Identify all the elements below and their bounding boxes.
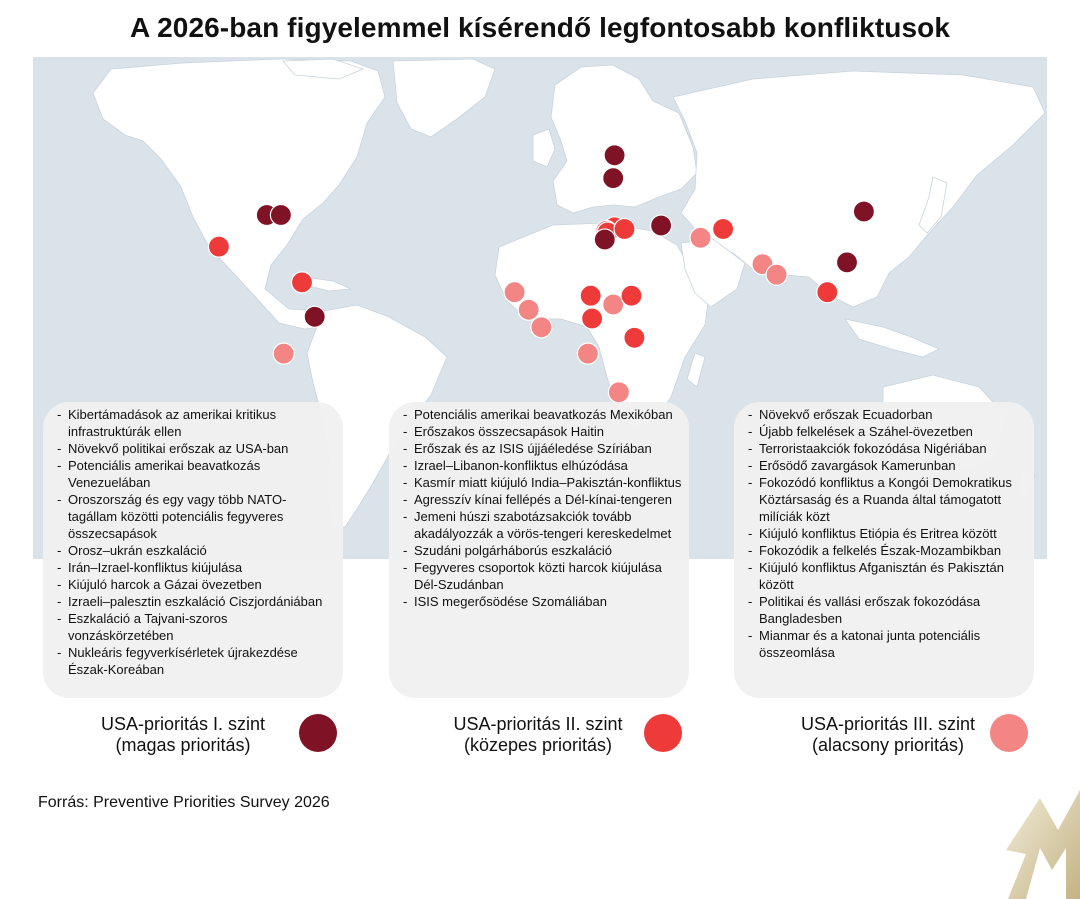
- conflict-list-item: - Eszkaláció a Tajvani-szoros vonzáskörzetében: [57, 610, 333, 644]
- conflict-list-item: - Kibertámadások az amerikai kritikus infrastruktúrák ellen: [57, 406, 333, 440]
- conflict-list-item: - Izraeli–palesztin eszkaláció Ciszjordániában: [57, 593, 333, 610]
- conflict-list-item: - ISIS megerősödése Szomáliában: [403, 593, 689, 610]
- conflict-list-item: - Szudáni polgárháborús eszkaláció: [403, 542, 689, 559]
- panel-tier-2: [389, 402, 689, 698]
- conflict-marker-tier-1: [853, 201, 874, 222]
- source-note: Forrás: Preventive Priorities Survey 2026: [38, 794, 330, 811]
- legend-dot-tier-2: [644, 714, 682, 752]
- legend-line1: USA-prioritás III. szint: [800, 714, 976, 734]
- legend-line1: USA-prioritás I. szint: [100, 714, 266, 734]
- panel-tier-3-list: [748, 406, 1034, 661]
- panel-tier-1: [43, 402, 343, 698]
- legend-line2: (közepes prioritás): [463, 735, 613, 755]
- conflict-list-item: - Erőszakos összecsapások Haitin: [403, 423, 689, 440]
- conflict-list-item: - Potenciális amerikai beavatkozás Mexikóban: [403, 406, 689, 423]
- legend-dot-tier-3: [990, 714, 1028, 752]
- conflict-list-item: - Agresszív kínai fellépés a Dél-kínai-tengeren: [403, 491, 689, 508]
- conflict-list-item: - Nukleáris fegyverkísérletek újrakezdése Észak-Koreában: [57, 644, 333, 678]
- legend-dot-tier-1: [299, 714, 337, 752]
- conflict-marker-tier-1: [594, 229, 615, 250]
- conflict-list-item: - Kiújuló konfliktus Etiópia és Eritrea között: [748, 525, 1034, 542]
- conflict-marker-tier-1: [837, 252, 858, 273]
- conflict-list-item: - Növekvő erőszak Ecuadorban: [748, 406, 1034, 423]
- legend-label-tier-1: [83, 714, 283, 756]
- conflict-marker-tier-2: [208, 236, 229, 257]
- conflict-marker-tier-2: [713, 219, 734, 240]
- conflict-marker-tier-1: [651, 215, 672, 236]
- conflict-list-item: - Jemeni húszi szabotázsakciók tovább akadályozzák a vörös-tengeri kereskedelmet: [403, 508, 689, 542]
- legend-label-tier-3: [788, 714, 988, 756]
- conflict-marker-tier-3: [531, 317, 552, 338]
- conflict-marker-tier-2: [624, 327, 645, 348]
- conflict-marker-tier-2: [817, 282, 838, 303]
- conflict-list-item: - Fegyveres csoportok közti harcok kiújulása Dél-Szudánban: [403, 559, 689, 593]
- conflict-marker-tier-3: [273, 343, 294, 364]
- legend-line2: (alacsony prioritás): [811, 735, 965, 755]
- conflict-list-item: - Orosz–ukrán eszkaláció: [57, 542, 333, 559]
- conflict-list-item: - Izrael–Libanon-konfliktus elhúzódása: [403, 457, 689, 474]
- panel-tier-2-list: [403, 406, 689, 610]
- conflict-marker-tier-1: [304, 306, 325, 327]
- conflict-list-item: - Újabb felkelések a Száhel-övezetben: [748, 423, 1034, 440]
- conflict-list-item: - Irán–Izrael-konfliktus kiújulása: [57, 559, 333, 576]
- conflict-list-item: - Politikai és vallási erőszak fokozódása Bangladesben: [748, 593, 1034, 627]
- conflict-marker-tier-3: [690, 227, 711, 248]
- legend-line1: USA-prioritás II. szint: [453, 714, 623, 734]
- conflict-list-item: - Oroszország és egy vagy több NATO-tagállam közötti potenciális fegyveres összecsapások: [57, 491, 333, 542]
- conflict-marker-tier-2: [582, 308, 603, 329]
- legend-line2: (magas prioritás): [115, 735, 251, 755]
- watermark-logo: [1000, 790, 1080, 899]
- conflict-list-item: - Növekvő politikai erőszak az USA-ban: [57, 440, 333, 457]
- conflict-list-item: - Fokozódó konfliktus a Kongói Demokratikus Köztársaság és a Ruanda által támogatott milíciák közt: [748, 474, 1034, 525]
- conflict-marker-tier-2: [614, 219, 635, 240]
- conflict-list-item: - Mianmar és a katonai junta potenciális összeomlása: [748, 627, 1034, 661]
- conflict-list-item: - Fokozódik a felkelés Észak-Mozambikban: [748, 542, 1034, 559]
- legend-label-tier-2: [438, 714, 638, 756]
- conflict-list-item: - Kiújuló harcok a Gázai övezetben: [57, 576, 333, 593]
- conflict-list-item: - Erőszak és az ISIS újjáéledése Szíriában: [403, 440, 689, 457]
- panel-tier-1-list: [57, 406, 333, 678]
- map-title: A 2026-ban figyelemmel kísérendő legfontosabb konfliktusok: [129, 12, 951, 43]
- conflict-list-item: - Potenciális amerikai beavatkozás Venezuelában: [57, 457, 333, 491]
- conflict-marker-tier-3: [518, 299, 539, 320]
- conflict-marker-tier-1: [270, 205, 291, 226]
- conflict-list-item: - Terroristaakciók fokozódása Nigériában: [748, 440, 1034, 457]
- conflict-marker-tier-2: [621, 285, 642, 306]
- conflict-marker-tier-1: [603, 168, 624, 189]
- conflict-marker-tier-3: [504, 282, 525, 303]
- conflict-marker-tier-2: [292, 272, 313, 293]
- conflict-marker-tier-3: [608, 382, 629, 403]
- conflict-marker-tier-2: [580, 285, 601, 306]
- conflict-list-item: - Kasmír miatt kiújuló India–Pakisztán-konfliktus: [403, 474, 689, 491]
- conflict-list-item: - Erősödő zavargások Kamerunban: [748, 457, 1034, 474]
- conflict-marker-tier-1: [604, 145, 625, 166]
- panel-tier-3: [734, 402, 1034, 698]
- conflict-marker-tier-3: [577, 343, 598, 364]
- conflict-list-item: - Kiújuló konfliktus Afganisztán és Pakisztán között: [748, 559, 1034, 593]
- conflict-marker-tier-3: [766, 264, 787, 285]
